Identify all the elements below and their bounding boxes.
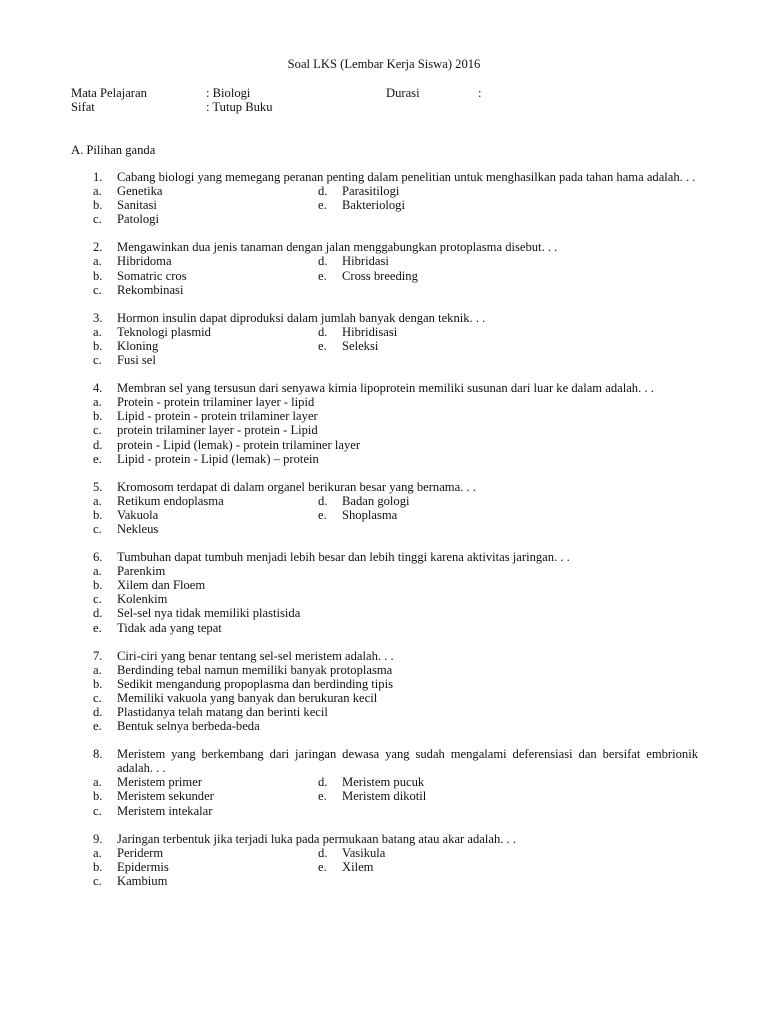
answer-option bbox=[93, 212, 318, 226]
question-text: Cabang biologi yang memegang peranan penting dalam penelitian untuk menghasilkan pada tahan hama adalah. . . bbox=[117, 170, 696, 184]
option-letter: a. bbox=[93, 662, 102, 677]
option-text: Lipid - protein - Lipid (lemak) – protein bbox=[117, 451, 319, 466]
option-letter: e. bbox=[318, 268, 327, 283]
option-letter: d. bbox=[93, 606, 103, 621]
option-list bbox=[93, 775, 698, 817]
nature-value: : Tutup Buku bbox=[206, 100, 273, 114]
option-text: Shoplasma bbox=[342, 507, 398, 522]
answer-option bbox=[93, 184, 318, 198]
option-letter: e. bbox=[318, 198, 327, 213]
option-text: Fusi sel bbox=[117, 353, 156, 368]
option-letter: d. bbox=[318, 493, 328, 508]
option-letter: d. bbox=[318, 324, 328, 339]
answer-option bbox=[318, 198, 698, 212]
question-item bbox=[93, 747, 698, 817]
option-text: Cross breeding bbox=[342, 268, 418, 283]
option-letter: a. bbox=[93, 184, 102, 199]
answer-option bbox=[93, 198, 318, 212]
answer-option bbox=[93, 395, 698, 409]
option-text: Periderm bbox=[117, 845, 164, 860]
question-item bbox=[93, 240, 698, 296]
option-letter: b. bbox=[93, 507, 103, 522]
option-text: Meristem primer bbox=[117, 775, 202, 790]
option-letter: c. bbox=[93, 423, 102, 438]
option-text: Tidak ada yang tepat bbox=[117, 620, 222, 635]
option-letter: e. bbox=[318, 859, 327, 874]
option-letter: c. bbox=[93, 873, 102, 888]
question-number: 1. bbox=[93, 170, 103, 184]
answer-option bbox=[93, 846, 318, 860]
option-text: Sel-sel nya tidak memiliki plastisida bbox=[117, 606, 301, 621]
option-text: Patologi bbox=[117, 212, 159, 227]
answer-option bbox=[93, 409, 698, 423]
question-text: Mengawinkan dua jenis tanaman dengan jalan menggabungkan protoplasma disebut. . . bbox=[117, 240, 558, 255]
option-text: Berdinding tebal namun memiliki banyak protoplasma bbox=[117, 662, 393, 677]
option-letter: a. bbox=[93, 775, 102, 790]
answer-option bbox=[93, 789, 318, 803]
option-letter: e. bbox=[93, 451, 102, 466]
question-text: Kromosom terdapat di dalam organel berikuran besar yang bernama. . . bbox=[117, 479, 476, 494]
option-letter: a. bbox=[93, 254, 102, 269]
option-text: Kolenkim bbox=[117, 592, 168, 607]
answer-option bbox=[318, 508, 698, 522]
answer-option bbox=[93, 353, 318, 367]
question-text: Hormon insulin dapat diproduksi dalam jumlah banyak dengan teknik. . . bbox=[117, 310, 486, 325]
answer-option bbox=[318, 775, 698, 789]
option-text: Vasikula bbox=[342, 845, 386, 860]
question-number: 8. bbox=[93, 747, 103, 762]
question-item bbox=[93, 381, 698, 466]
option-letter: d. bbox=[93, 437, 103, 452]
option-text: Meristem sekunder bbox=[117, 789, 214, 804]
option-text: Bakteriologi bbox=[342, 198, 405, 213]
option-text: Xilem bbox=[342, 859, 374, 874]
option-text: Retikum endoplasma bbox=[117, 493, 224, 508]
answer-option bbox=[93, 423, 698, 437]
answer-option bbox=[318, 789, 698, 803]
option-letter: b. bbox=[93, 676, 103, 691]
question-item bbox=[93, 550, 698, 635]
answer-option bbox=[318, 269, 698, 283]
question-item bbox=[93, 832, 698, 888]
question-item bbox=[93, 311, 698, 367]
answer-option bbox=[93, 606, 698, 620]
option-letter: e. bbox=[93, 719, 102, 734]
option-letter: d. bbox=[318, 775, 328, 790]
answer-option bbox=[93, 325, 318, 339]
option-text: Hibridisasi bbox=[342, 324, 398, 339]
option-letter: a. bbox=[93, 845, 102, 860]
option-letter: d. bbox=[318, 254, 328, 269]
answer-option bbox=[93, 874, 318, 888]
duration-value: : bbox=[478, 86, 482, 100]
option-text: Hibridoma bbox=[117, 254, 172, 269]
subject-label: Mata Pelajaran bbox=[71, 86, 147, 100]
option-letter: c. bbox=[93, 353, 102, 368]
option-letter: b. bbox=[93, 338, 103, 353]
option-letter: e. bbox=[318, 507, 327, 522]
answer-option bbox=[93, 677, 698, 691]
option-list bbox=[93, 184, 698, 226]
option-text: Parenkim bbox=[117, 564, 166, 579]
option-text: Somatric cros bbox=[117, 268, 187, 283]
option-list bbox=[93, 254, 698, 296]
option-letter: a. bbox=[93, 395, 102, 410]
question-number: 9. bbox=[93, 831, 103, 846]
question-number: 5. bbox=[93, 479, 103, 494]
answer-option bbox=[93, 621, 698, 635]
option-letter: d. bbox=[93, 705, 103, 719]
option-letter: e. bbox=[318, 789, 327, 804]
answer-option bbox=[93, 564, 698, 578]
answer-option bbox=[93, 254, 318, 268]
option-list bbox=[93, 846, 698, 888]
option-text: Sedikit mengandung propoplasma dan berdinding tipis bbox=[117, 676, 393, 691]
answer-option bbox=[318, 339, 698, 353]
answer-option bbox=[318, 860, 698, 874]
option-letter: a. bbox=[93, 324, 102, 339]
option-letter: d. bbox=[318, 184, 328, 199]
option-text: Meristem pucuk bbox=[342, 775, 425, 790]
question-text: Ciri-ciri yang benar tentang sel-sel meristem adalah. . . bbox=[117, 648, 394, 663]
option-letter: c. bbox=[93, 690, 102, 705]
option-letter: c. bbox=[93, 521, 102, 536]
answer-option bbox=[318, 846, 698, 860]
answer-option bbox=[93, 508, 318, 522]
question-list bbox=[93, 170, 698, 902]
answer-option bbox=[93, 452, 698, 466]
question-number: 7. bbox=[93, 648, 103, 663]
question-text: Jaringan terbentuk jika terjadi luka pada permukaan batang atau akar adalah. . . bbox=[117, 831, 516, 846]
option-text: Rekombinasi bbox=[117, 282, 184, 297]
option-text: Vakuola bbox=[117, 507, 159, 522]
option-text: Hibridasi bbox=[342, 254, 389, 269]
subject-value: : Biologi bbox=[206, 86, 251, 100]
option-text: Plastidanya telah matang dan berinti kecil bbox=[117, 705, 328, 719]
option-text: Teknologi plasmid bbox=[117, 324, 211, 339]
option-letter: d. bbox=[318, 845, 328, 860]
answer-option bbox=[93, 705, 698, 719]
option-list bbox=[93, 494, 698, 536]
option-text: Seleksi bbox=[342, 338, 379, 353]
option-letter: b. bbox=[93, 859, 103, 874]
option-text: Genetika bbox=[117, 184, 163, 199]
option-list bbox=[93, 395, 698, 465]
question-number: 2. bbox=[93, 240, 103, 255]
option-text: Kambium bbox=[117, 873, 168, 888]
option-text: Protein - protein trilaminer layer - lipid bbox=[117, 395, 315, 410]
answer-option bbox=[93, 283, 318, 297]
option-letter: a. bbox=[93, 493, 102, 508]
answer-option bbox=[93, 804, 318, 818]
question-item bbox=[93, 480, 698, 536]
question-text: Tumbuhan dapat tumbuh menjadi lebih besar dan lebih tinggi karena aktivitas jaringan. . . bbox=[117, 550, 570, 565]
section-title: A. Pilihan ganda bbox=[71, 143, 156, 157]
option-list bbox=[93, 325, 698, 367]
answer-option bbox=[93, 578, 698, 592]
answer-option bbox=[318, 494, 698, 508]
option-letter: c. bbox=[93, 592, 102, 607]
question-number: 6. bbox=[93, 550, 103, 565]
question-item bbox=[93, 649, 698, 734]
option-text: Bentuk selnya berbeda-beda bbox=[117, 719, 260, 734]
option-text: Kloning bbox=[117, 338, 159, 353]
option-letter: c. bbox=[93, 282, 102, 297]
option-letter: b. bbox=[93, 578, 103, 593]
answer-option bbox=[318, 325, 698, 339]
option-letter: b. bbox=[93, 198, 103, 213]
option-text: Epidermis bbox=[117, 859, 169, 874]
option-text: Lipid - protein - protein trilaminer layer bbox=[117, 409, 318, 424]
question-number: 3. bbox=[93, 310, 103, 325]
answer-option bbox=[93, 339, 318, 353]
question-text: Meristem yang berkembang dari jaringan dewasa yang sudah mengalami deferensiasi dan bersifat embrionik adalah. . . bbox=[117, 747, 698, 776]
option-letter: c. bbox=[93, 212, 102, 227]
option-letter: e. bbox=[318, 338, 327, 353]
duration-label: Durasi bbox=[386, 86, 420, 100]
option-text: Xilem dan Floem bbox=[117, 578, 206, 593]
document-title: Soal LKS (Lembar Kerja Siswa) 2016 bbox=[287, 57, 481, 71]
question-text: Membran sel yang tersusun dari senyawa kimia lipoprotein memiliki susunan dari luar ke dalam adalah. . . bbox=[117, 381, 654, 396]
option-text: Nekleus bbox=[117, 521, 159, 536]
option-text: Meristem intekalar bbox=[117, 803, 213, 818]
answer-option bbox=[318, 254, 698, 268]
option-letter: b. bbox=[93, 789, 103, 804]
question-number: 4. bbox=[93, 381, 103, 396]
nature-label: Sifat bbox=[71, 100, 95, 114]
answer-option bbox=[93, 269, 318, 283]
option-letter: e. bbox=[93, 620, 102, 635]
option-letter: b. bbox=[93, 409, 103, 424]
option-list bbox=[93, 564, 698, 634]
option-text: Parasitilogi bbox=[342, 184, 400, 199]
option-text: Memiliki vakuola yang banyak dan berukuran kecil bbox=[117, 690, 378, 705]
answer-option bbox=[93, 860, 318, 874]
option-letter: a. bbox=[93, 564, 102, 579]
answer-option bbox=[93, 663, 698, 677]
option-text: Badan gologi bbox=[342, 493, 410, 508]
answer-option bbox=[93, 438, 698, 452]
option-list bbox=[93, 663, 698, 733]
option-letter: b. bbox=[93, 268, 103, 283]
option-text: Meristem dikotil bbox=[342, 789, 427, 804]
answer-option bbox=[93, 522, 318, 536]
answer-option bbox=[93, 775, 318, 789]
question-item bbox=[93, 170, 698, 226]
option-text: protein - Lipid (lemak) - protein trilaminer layer bbox=[117, 437, 361, 452]
option-letter: c. bbox=[93, 803, 102, 818]
answer-option bbox=[93, 494, 318, 508]
answer-option bbox=[93, 691, 698, 705]
option-text: Sanitasi bbox=[117, 198, 157, 213]
answer-option bbox=[93, 592, 698, 606]
answer-option bbox=[318, 184, 698, 198]
option-text: protein trilaminer layer - protein - Lipid bbox=[117, 423, 318, 438]
answer-option bbox=[93, 719, 698, 733]
